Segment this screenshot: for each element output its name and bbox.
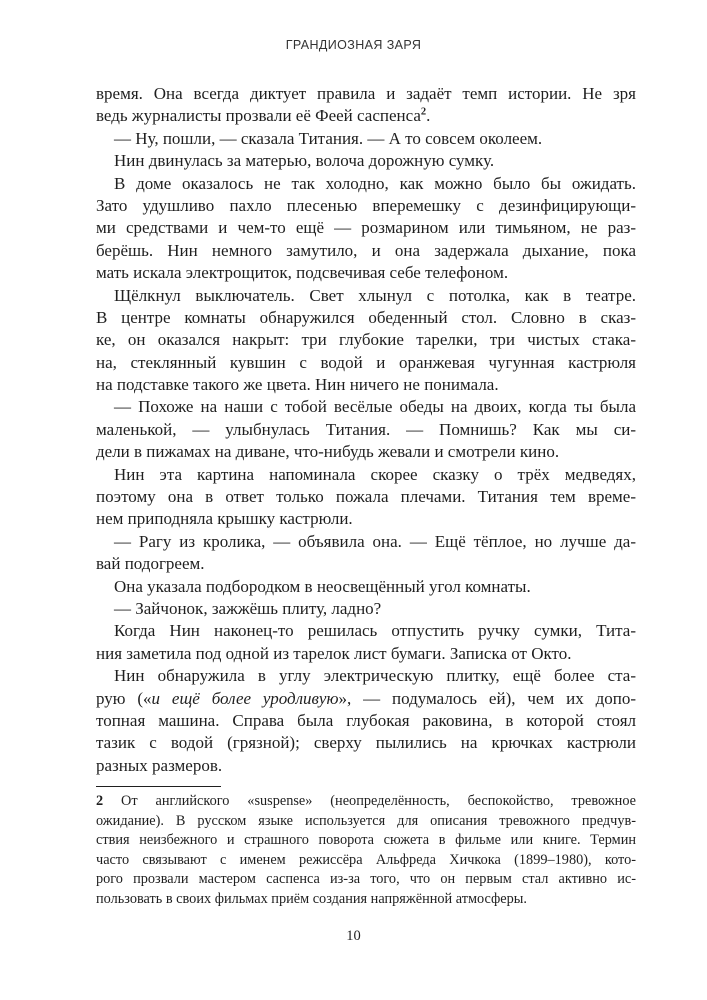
footnote-line: рого прозвали мастером саспенса из-за того, что он первым стал активно ис- — [96, 871, 636, 887]
footnote-separator — [96, 786, 221, 787]
body-text — [96, 83, 636, 777]
text-line: В доме оказалось не так холодно, как можно было бы ожидать. — [114, 173, 636, 193]
text-line: — Похоже на наши с тобой весёлые обеды на двоих, когда ты была — [114, 397, 636, 417]
text-line: тазик с водой (грязной); сверху пылились на крючках кастрюли — [96, 733, 636, 753]
footnote-line: 2 От английского «suspense» (неопределённость, беспокойство, тревожное — [96, 793, 636, 809]
page-number: 10 — [346, 928, 361, 944]
footnote-line: часто связывают с именем режиссёра Альфреда Хичкока (1899–1980), кото- — [96, 851, 636, 868]
text-line: нем приподняла крышку кастрюли. — [96, 509, 353, 529]
text-line: Щёлкнул выключатель. Свет хлынул с потолка, как в театре. — [114, 285, 636, 305]
text-line: рую («и ещё более уродливую», — подумалось ей), чем их допо- — [96, 688, 636, 708]
text-line: разных размеров. — [96, 755, 223, 775]
text-line: на, стеклянный кувшин с водой и оранжевая чугунная кастрюля — [96, 352, 636, 372]
paragraph — [96, 620, 636, 665]
text-line: — Зайчонок, зажжёшь плиту, ладно? — [114, 598, 382, 618]
paragraph — [96, 285, 636, 397]
text-line: на подставке такого же цвета. Нин ничего не понимала. — [96, 375, 499, 395]
footnote — [96, 792, 636, 909]
paragraph — [96, 598, 636, 620]
text-line: В центре комнаты обнаружился обеденный стол. Словно в сказ- — [96, 307, 636, 327]
paragraph — [96, 464, 636, 531]
footnote-line: пользовать в своих фильмах приём создания напряжённой атмосферы. — [96, 890, 527, 907]
text-line: ния заметила под одной из тарелок лист бумаги. Записка от Окто. — [96, 643, 572, 663]
text-line: — Ну, пошли, — сказала Титания. — А то совсем околеем. — [114, 128, 543, 148]
text-line: Нин двинулась за матерью, волоча дорожную сумку. — [114, 151, 495, 171]
text-line: поэтому она в ответ только пожала плечами. Титания тем време- — [96, 487, 636, 507]
text-line: топная машина. Справа была глубокая раковина, в которой стоял — [96, 710, 636, 730]
paragraph — [96, 150, 636, 172]
text-line: Нин эта картина напоминала скорее сказку о трёх медведях, — [114, 464, 636, 484]
footnote-line: ожидание). В русском языке используется для описания тревожного предчув- — [96, 812, 636, 829]
paragraph — [96, 665, 636, 777]
footnote-marker: 2 — [96, 793, 104, 809]
footnote-line: ствия неизбежного и страшного поворота сюжета в фильме или книге. Термин — [96, 832, 636, 848]
text-line: дели в пижамах на диване, что-нибудь жевали и смотрели кино. — [96, 442, 560, 462]
text-line: берёшь. Нин немного замутило, и она задержала дыхание, пока — [96, 240, 636, 260]
text-line: вай подогреем. — [96, 554, 205, 574]
paragraph — [96, 83, 636, 128]
text-line: мать искала электрощиток, подсвечивая себе телефоном. — [96, 263, 509, 283]
footnote-ref: 2 — [420, 106, 427, 118]
text-line: маленькой, — улыбнулась Титания. — Помнишь? Как мы си- — [96, 419, 636, 439]
text-line: ми средствами и чем-то ещё — розмарином или тимьяном, не раз- — [96, 218, 636, 238]
paragraph — [96, 396, 636, 463]
text-line: Когда Нин наконец-то решилась отпустить ручку сумки, Тита- — [114, 621, 636, 641]
text-line: время. Она всегда диктует правила и задаёт темп истории. Не зря — [96, 84, 636, 103]
paragraph — [96, 531, 636, 576]
text-line: — Рагу из кролика, — объявила она. — Ещё тёплое, но лучше да- — [114, 531, 636, 551]
text-line: ке, он оказался накрыт: три глубокие тарелки, три чистых стака- — [96, 330, 636, 350]
paragraph — [96, 576, 636, 598]
text-line: Нин обнаружила в углу электрическую плитку, ещё более ста- — [114, 666, 636, 686]
paragraph — [96, 128, 636, 150]
running-head: ГРАНДИОЗНАЯ ЗАРЯ — [285, 38, 422, 52]
text-line: ведь журналисты прозвали её Феей саспенса$^2$. — [96, 106, 431, 126]
text-line: Она указала подбородком в неосвещённый угол комнаты. — [114, 576, 531, 596]
italic-phrase: и ещё более уродливую — [151, 688, 339, 708]
text-line: Зато удушливо пахло плесенью вперемешку с дезинфицирующи- — [96, 195, 636, 215]
paragraph — [96, 173, 636, 285]
